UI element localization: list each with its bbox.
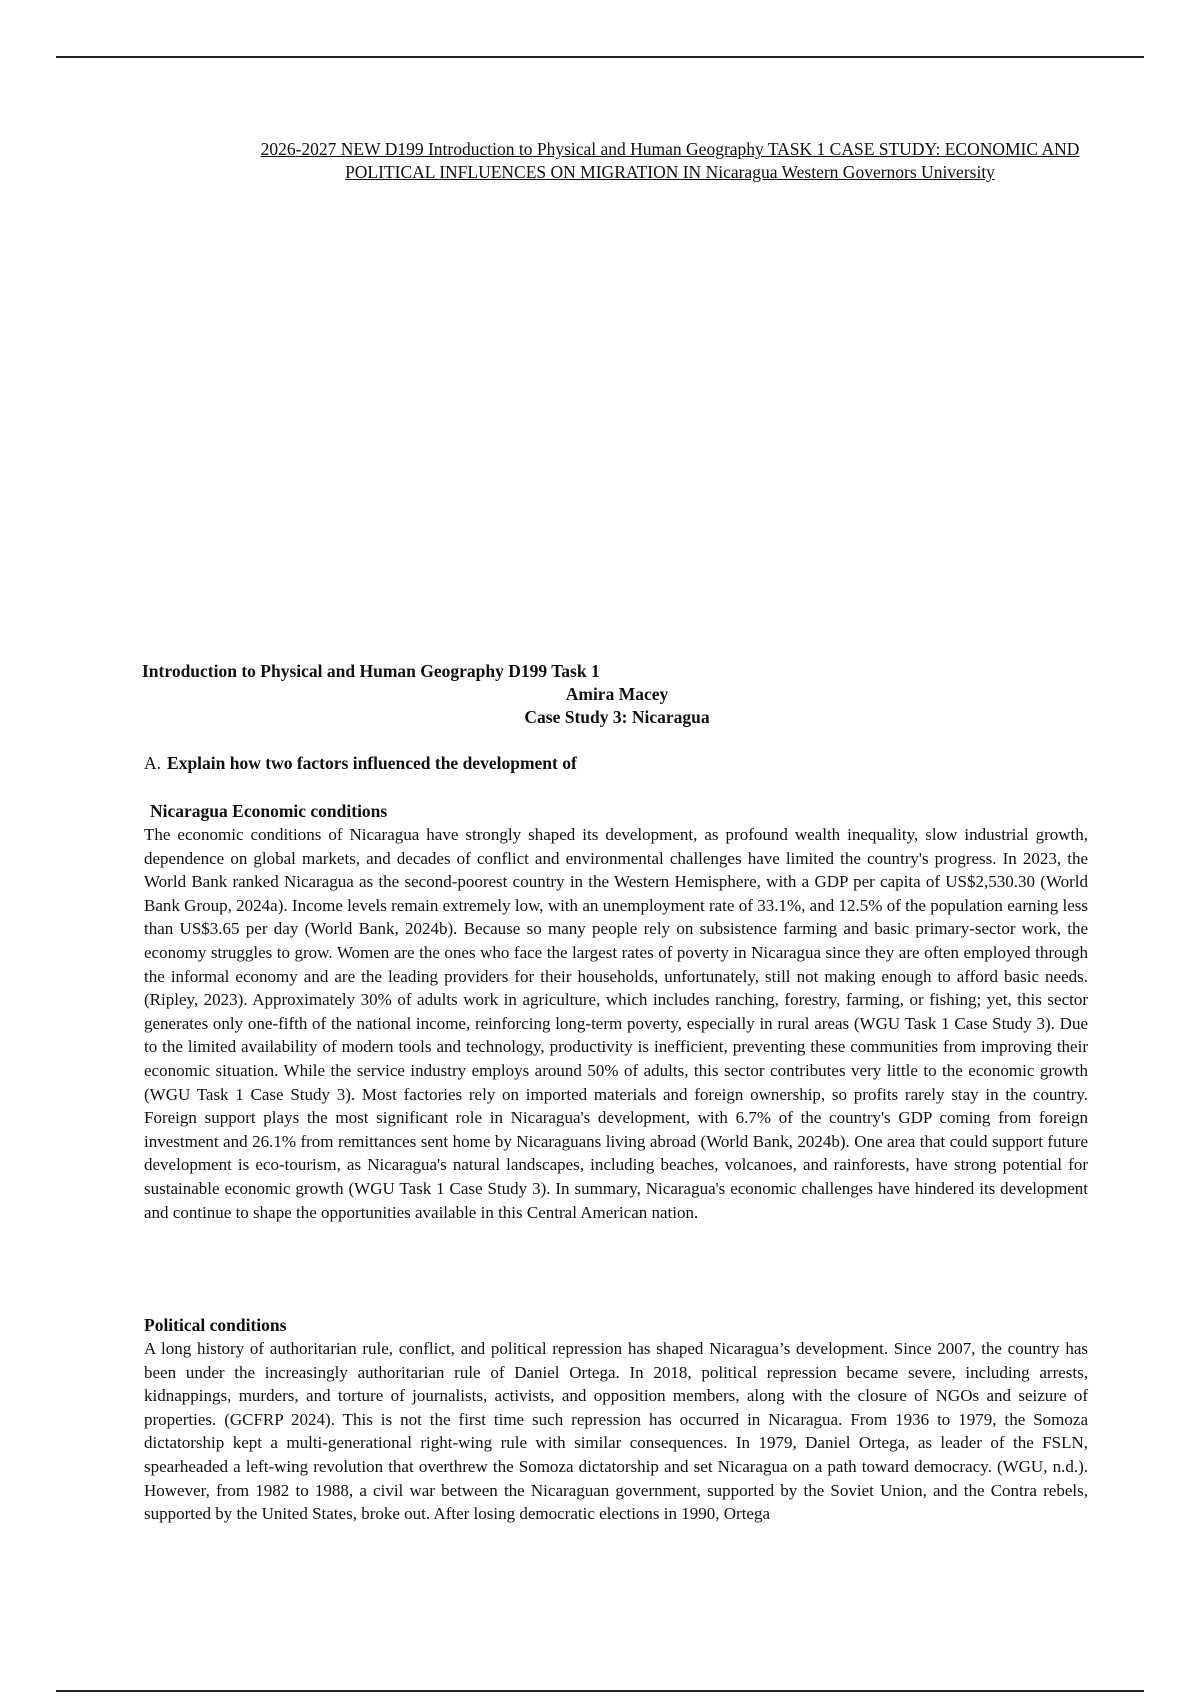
section-body: The economic conditions of Nicaragua have strongly shaped its development, as profound wealth inequality, slow industrial growth, dependence on global markets, and decades of conflict and environmental challenges have limited the country's progress. In 2023, the World Bank ranked Nicaragua as the second-poorest country in the Western Hemisphere, with a GDP per capita of US$2,530.30 (World Bank Group, 2024a). Income levels remain extremely low, with an unemployment rate of 33.1%, and 12.5% of the population earning less than US$3.65 per day (World Bank, 2024b). Because so many people rely on subsistence farming and basic primary-sector work, the economy struggles to grow. Women are the ones who face the largest rates of poverty in Nicaragua since they are often employed through the informal economy and are the leading providers for their households, unfortunately, still not making enough to afford basic needs. (Ripley, 2023). Approximately 30% of adults work in agriculture, which includes ranching, forestry, farming, or fishing; yet, this sector generates only one-fifth of the national income, reinforcing long-term poverty, especially in rural areas (WGU Task 1 Case Study 3). Due to the limited availability of modern tools and technology, productivity is inefficient, preventing these communities from improving their economic situation. While the service industry employs around 50% of adults, this sector contributes very little to the economic growth (WGU Task 1 Case Study 3). Most factories rely on imported materials and foreign ownership, so profits rarely stay in the country. Foreign support plays the most significant role in Nicaragua's development, with 6.7% of the country's GDP coming from foreign investment and 26.1% from remittances sent home by Nicaraguans living abroad (World Bank, 2024b). One area that could support future development is eco-tourism, as Nicaragua's natural landscapes, including beaches, volcanoes, and rainforests, have strong potential for sustainable economic growth (WGU Task 1 Case Study 3). In summary, Nicaragua's economic challenges have hindered its development and continue to shape the opportunities available in this Central American nation.: [144, 825, 1088, 1222]
question-text: Explain how two factors influenced the development of: [167, 753, 577, 773]
case-study-label: Case Study 3: Nicaragua: [524, 707, 710, 727]
section-heading: Political conditions: [144, 1315, 287, 1335]
question-label: A.: [144, 753, 162, 773]
task-header: [142, 660, 1142, 729]
section-heading: Nicaragua Economic conditions: [150, 801, 388, 821]
bottom-rule: [56, 1690, 1144, 1692]
section-body: A long history of authoritarian rule, conflict, and political repression has shaped Nicaragua’s development. Since 2007, the country has been under the increasingly authoritarian rule of Daniel Ortega. In 2018, political repression became severe, including arrests, kidnappings, murders, and torture of journalists, activists, and opposition members, along with the closure of NGOs and seizure of properties. (GCFRP 2024). This is not the first time such repression has occurred in Nicaragua. From 1936 to 1979, the Somoza dictatorship kept a multi-generational right-wing rule with similar consequences. In 1979, Daniel Ortega, as leader of the FSLN, spearheaded a left-wing revolution that overthrew the Somoza dictatorship and set Nicaragua on a path toward democracy. (WGU, n.d.). However, from 1982 to 1988, a civil war between the Nicaraguan government, supported by the Soviet Union, and the Contra rebels, supported by the United States, broke out. After losing democratic elections in 1990, Ortega: [144, 1339, 1088, 1524]
course-heading: Introduction to Physical and Human Geography D199 Task 1: [142, 661, 600, 681]
document-title: 2026-2027 NEW D199 Introduction to Physical and Human Geography TASK 1 CASE STUDY: ECONOMIC AND POLITICAL INFLUENCES ON MIGRATION IN Nicaragua Western Governors University: [260, 139, 1080, 182]
question-prompt: [144, 752, 577, 775]
economic-conditions-section: [144, 800, 1088, 1224]
political-conditions-section: [144, 1314, 1088, 1526]
author-name: Amira Macey: [565, 684, 669, 704]
top-rule: [56, 56, 1144, 58]
